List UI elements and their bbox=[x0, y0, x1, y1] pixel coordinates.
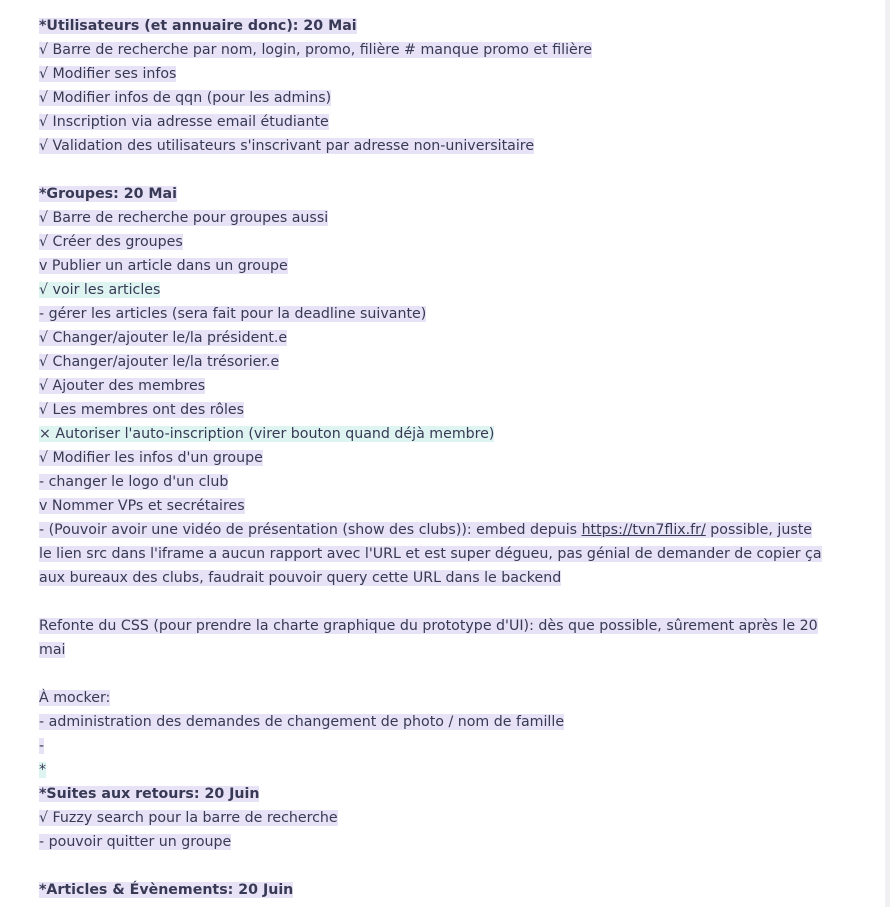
list-item: v Publier un article dans un groupe bbox=[39, 258, 288, 274]
list-item: √ Fuzzy search pour la barre de recherche bbox=[39, 810, 338, 826]
spacer bbox=[39, 854, 829, 878]
spacer bbox=[39, 158, 829, 182]
users-heading-text: *Utilisateurs (et annuaire donc): 20 Mai bbox=[39, 18, 357, 34]
list-item: * bbox=[39, 762, 47, 778]
list-item: - changer le logo d'un club bbox=[39, 474, 229, 490]
list-item: √ Modifier infos de qqn (pour les admins) bbox=[39, 90, 332, 106]
scrollbar[interactable] bbox=[885, 0, 890, 907]
list-item: × Autoriser l'auto-inscription (virer bouton quand déjà membre) bbox=[39, 426, 495, 442]
mock-section-heading: À mocker: bbox=[39, 690, 111, 706]
list-item: √ Les membres ont des rôles bbox=[39, 402, 245, 418]
groups-heading-text: *Groupes: 20 Mai bbox=[39, 186, 177, 202]
list-item: √ Validation des utilisateurs s'inscrivant par adresse non-universitaire bbox=[39, 138, 535, 154]
list-item: - administration des demandes de changement de photo / nom de famille bbox=[39, 714, 565, 730]
list-item: √ Barre de recherche par nom, login, promo, filière # manque promo et filière bbox=[39, 42, 593, 58]
list-item: - gérer les articles (sera fait pour la deadline suivante) bbox=[39, 306, 427, 322]
list-item: √ Ajouter des membres bbox=[39, 378, 206, 394]
articles-heading-text: *Articles & Évènements: 20 Juin bbox=[39, 882, 294, 898]
list-item: - bbox=[39, 738, 45, 754]
css-refonte-note: Refonte du CSS (pour prendre la charte graphique du prototype d'UI): dès que possible, sûrement après le 20 mai bbox=[39, 618, 818, 658]
list-item: √ Modifier les infos d'un groupe bbox=[39, 450, 263, 466]
list-item: √ Inscription via adresse email étudiante bbox=[39, 114, 329, 130]
articles-section-heading bbox=[39, 878, 829, 902]
list-item: √ Créer des groupes bbox=[39, 234, 183, 250]
groups-section-heading bbox=[39, 182, 829, 206]
spacer bbox=[39, 662, 829, 686]
feedback-section-heading bbox=[39, 782, 829, 806]
list-item: v Nommer VPs et secrétaires bbox=[39, 498, 245, 514]
list-item: - pouvoir quitter un groupe bbox=[39, 834, 232, 850]
feedback-heading-text: *Suites aux retours: 20 Juin bbox=[39, 786, 260, 802]
list-item: √ Changer/ajouter le/la président.e bbox=[39, 330, 288, 346]
tvn7flix-link[interactable]: https://tvn7flix.fr/ bbox=[581, 522, 706, 538]
list-item: √ Barre de recherche pour groupes aussi bbox=[39, 210, 329, 226]
list-item: √ Changer/ajouter le/la trésorier.e bbox=[39, 354, 280, 370]
list-item: √ voir les articles bbox=[39, 282, 161, 298]
spacer bbox=[39, 590, 829, 614]
users-section-heading bbox=[39, 14, 829, 38]
list-item: √ Modifier ses infos bbox=[39, 66, 177, 82]
list-item-video: - (Pouvoir avoir une vidéo de présentation (show des clubs)): embed depuis https://tvn7flix.fr/ possible, juste le lien src dans l'iframe a aucun rapport avec l'URL et est super dégueu, pas génial de demander de copier ça aux bureaux des clubs, faudrait pouvoir query cette URL dans le backend bbox=[39, 522, 822, 586]
document-body bbox=[39, 14, 829, 902]
